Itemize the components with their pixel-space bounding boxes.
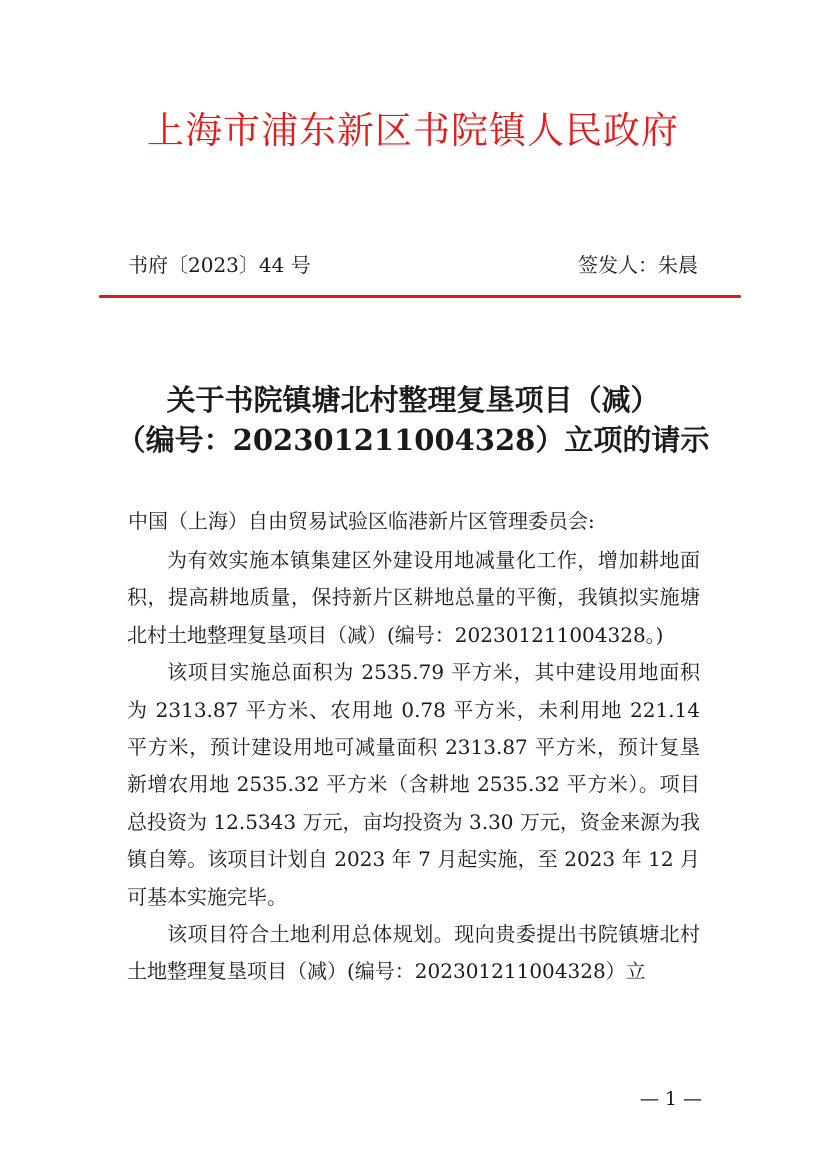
- issuer-masthead: 上海市浦东新区书院镇人民政府: [147, 109, 679, 152]
- document-number: 书府〔2023〕44 号: [128, 253, 311, 277]
- title-line-2: （编号：202301211004328）立项的请示: [116, 423, 710, 457]
- body-text: [127, 542, 700, 991]
- signer: 签发人：朱晨: [578, 253, 698, 277]
- paragraph-details: 该项目实施总面积为 2535.79 平方米，其中建设用地面积为 2313.87 平方米、农用地 0.78 平方米，未利用地 221.14 平方米，预计建设用地可减量面积 2313.87 平方米，预计复垦新增农用地 2535.32 平方米（含耕地 2535.32 平方米）。项目总投资为 12.5343 万元，亩均投资为 3.30 万元，资金来源为我镇自筹。该项目计划自 2023 年 7 月起实施，至 2023 年 12 月可基本实施完毕。: [127, 660, 700, 909]
- paragraph-request: 该项目符合土地利用总体规划。现向贵委提出书院镇塘北村土地整理复垦项目（减）(编号：202301211004328）立: [127, 922, 700, 984]
- paragraph-purpose: 为有效实施本镇集建区外建设用地减量化工作，增加耕地面积，提高耕地质量，保持新片区耕地总量的平衡，我镇拟实施塘北村土地整理复垦项目（减）(编号：202301211004328。): [127, 548, 700, 647]
- page-number: — 1 —: [639, 1088, 702, 1110]
- title-line-1: 关于书院镇塘北村整理复垦项目（减）: [166, 383, 660, 417]
- red-separator-rule: [99, 295, 741, 298]
- document-title: [0, 380, 826, 460]
- addressee: 中国（上海）自由贸易试验区临港新片区管理委员会:: [128, 509, 595, 533]
